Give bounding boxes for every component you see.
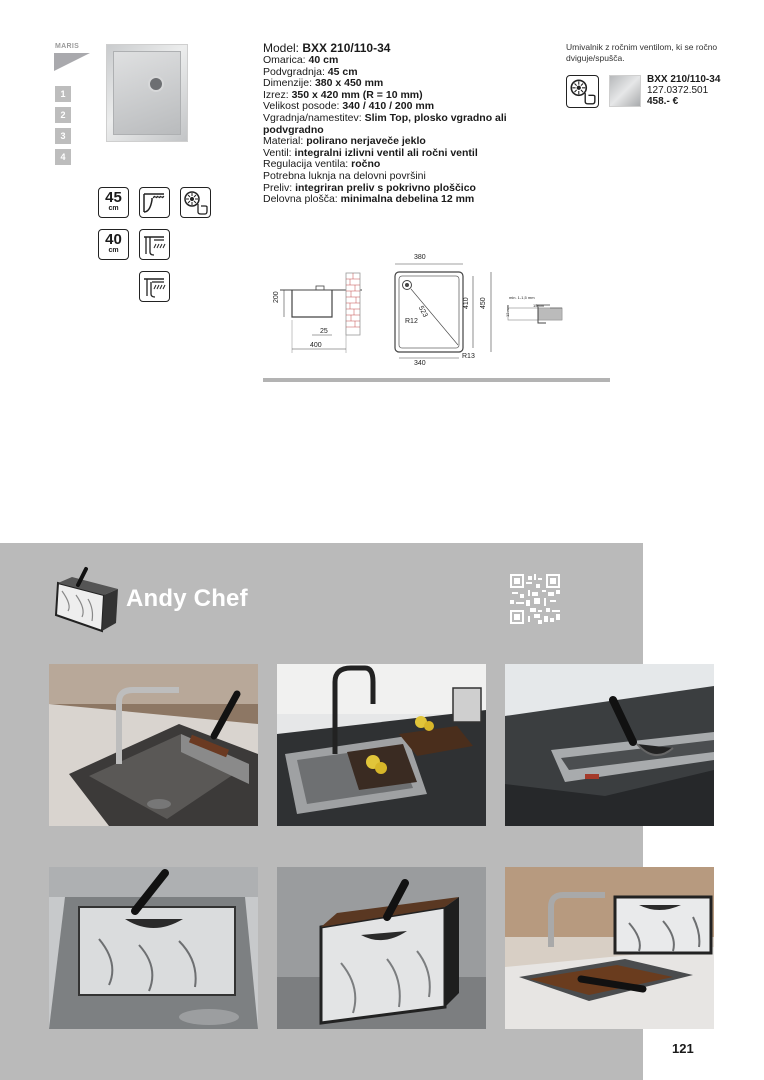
dim-side-width: 400	[310, 342, 322, 349]
position-3: 3	[55, 128, 71, 144]
bowl-width-unit: cm	[108, 205, 119, 212]
photo-sink-with-andy-chef-3	[505, 664, 714, 826]
undermount-icon	[139, 271, 170, 302]
spec-valve-control: Regulacija ventila: ročno	[263, 158, 381, 171]
series-label: MARIS	[55, 43, 80, 50]
detail-drawing	[505, 295, 562, 323]
spec-tap-hole: Potrebna luknja na delovni površini	[263, 169, 426, 182]
accessory-price: 458.- €	[647, 96, 679, 107]
photo-andy-chef-standalone	[277, 867, 486, 1029]
product-title: Andy Chef	[126, 585, 248, 612]
spec-bowl-size: Velikost posode: 340 / 410 / 200 mm	[263, 100, 435, 113]
spec-worktop: Delovna plošča: minimalna debelina 12 mm	[263, 193, 475, 206]
position-2: 2	[55, 107, 71, 123]
top-view-drawing	[395, 254, 491, 367]
dim-bottom-width: 340	[414, 360, 426, 367]
accessory-model: BXX 210/110-34	[647, 74, 721, 85]
specifications	[263, 42, 543, 206]
section-divider	[263, 378, 610, 382]
dim-radius-inner: R12	[405, 318, 418, 325]
dim-diagonal: 523	[416, 304, 429, 319]
photo-andy-chef-in-sink	[49, 867, 258, 1029]
manual-valve-icon	[180, 187, 211, 218]
bowl-width-45-icon	[98, 187, 129, 218]
spec-undermount: Podvgradnja: 45 cm	[263, 65, 358, 78]
spec-cutout: Izrez: 350 x 420 mm (R = 10 mm)	[263, 88, 423, 101]
accessory-image	[609, 75, 641, 107]
bowl-width-value: 45	[105, 189, 122, 206]
slim-top-icon	[139, 187, 170, 218]
sink-thumbnail	[106, 44, 188, 142]
accessory-note: Umivalnik z ročnim ventilom, ki se ročno dviguje/spušča.	[566, 42, 718, 63]
spec-dimensions: Dimenzije: 380 x 450 mm	[263, 77, 384, 90]
accessory-code: 127.0372.501	[647, 85, 709, 96]
dim-side-height: 200	[273, 291, 280, 303]
cabinet-width-value: 40	[105, 231, 122, 248]
dim-side-offset: 25	[320, 328, 328, 335]
page-number: 121	[672, 1041, 694, 1056]
series-triangle-marker	[54, 53, 90, 71]
dim-detail-min: min. 1-1,5 mm	[509, 295, 535, 300]
dim-radius-outer: R13	[462, 353, 475, 360]
manual-valve-accessory-icon	[566, 75, 599, 108]
cabinet-width-40-icon	[98, 229, 129, 260]
spec-valve: Ventil: integralni izlivni ventil ali ročni ventil	[263, 146, 478, 159]
position-1: 1	[55, 86, 71, 102]
accessory-details	[647, 74, 720, 107]
spec-model: Model: BXX 210/110-34	[263, 41, 391, 55]
dim-top-width: 380	[414, 254, 426, 261]
photo-andy-chef-with-board	[505, 867, 714, 1029]
photo-sink-with-andy-chef-1	[49, 664, 258, 826]
qr-code[interactable]	[510, 574, 560, 624]
spec-material: Material: polirano nerjaveče jeklo	[263, 135, 426, 148]
photo-sink-with-andy-chef-2	[277, 664, 486, 826]
position-4: 4	[55, 149, 71, 165]
side-section-drawing	[273, 273, 362, 353]
flush-mount-icon	[139, 229, 170, 260]
cabinet-width-unit: cm	[108, 247, 119, 254]
spec-installation: Vgradnja/namestitev: Slim Top, plosko vgradno ali podvgradno	[263, 111, 507, 136]
spec-cabinet: Omarica: 40 cm	[263, 54, 339, 66]
spec-overflow: Preliv: integriran preliv s pokrivno ploščico	[263, 181, 476, 194]
dim-inner-height: 410	[463, 297, 470, 309]
technical-drawing	[262, 245, 572, 370]
dim-detail-thickness: 12 mm	[505, 304, 510, 317]
dim-detail-gap: 15mm	[533, 303, 545, 308]
andy-chef-product-icon	[52, 565, 122, 635]
dim-outer-height: 450	[480, 297, 487, 309]
